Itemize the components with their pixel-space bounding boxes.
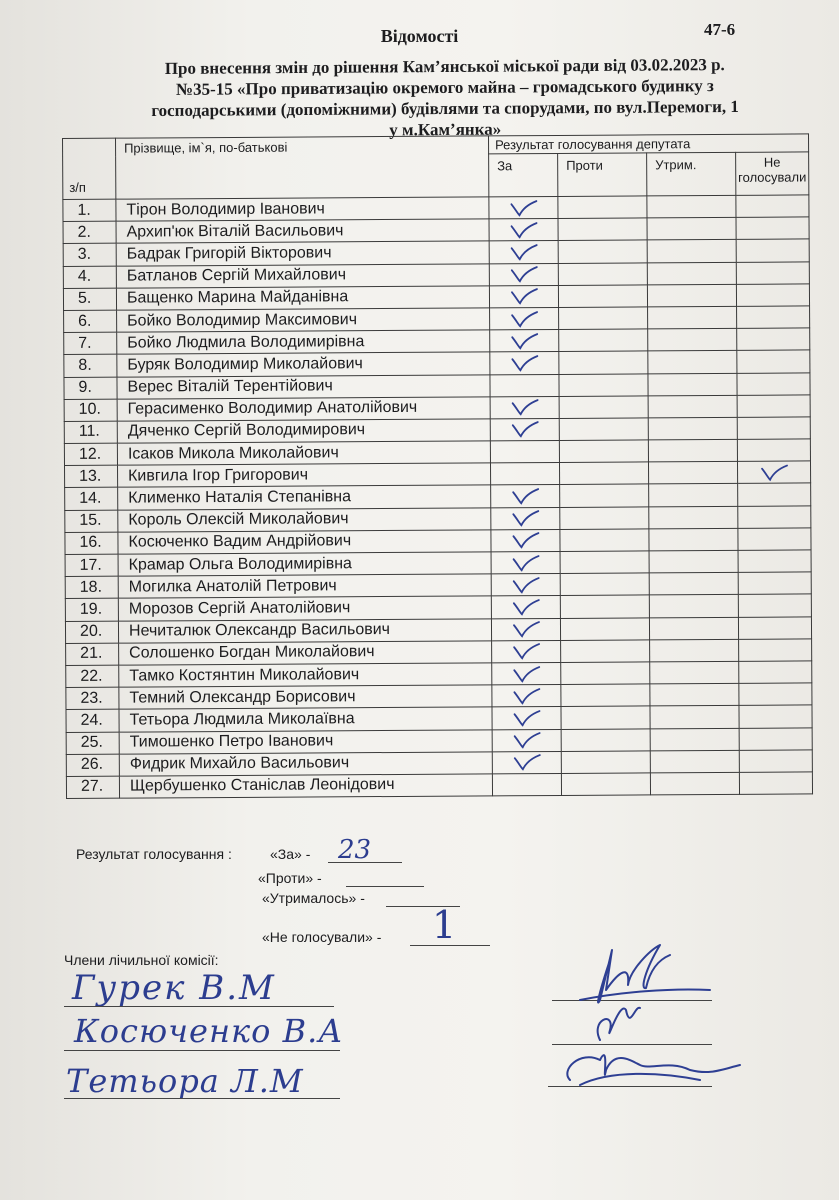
vote-cell-proty: [560, 507, 649, 530]
vote-cell-za: [490, 418, 559, 441]
vote-cell-proty: [559, 329, 648, 352]
vote-cell-utrym: [649, 595, 738, 618]
checkmark-icon: [509, 332, 539, 350]
deputy-name: Щербушенко Станіслав Леонідович: [119, 774, 492, 798]
deputy-name: Батланов Сергій Михайлович: [116, 263, 489, 287]
vote-cell-utrym: [648, 373, 737, 396]
vote-cell-utrym: [650, 750, 739, 773]
vote-cell-proty: [561, 640, 650, 663]
signature-3-loop: [580, 1074, 700, 1085]
commission-line-2: [64, 1050, 340, 1051]
vote-cell-proty: [560, 551, 649, 574]
header-ne-holosuvaly: Не голосували: [736, 152, 809, 195]
vote-cell-za: [492, 729, 561, 752]
vote-cell-za: [489, 285, 558, 308]
vote-cell-utrym: [648, 351, 737, 374]
vote-cell-utrym: [647, 218, 736, 241]
row-number: 22.: [66, 665, 119, 688]
row-number: 23.: [66, 687, 119, 710]
vote-cell-za: [491, 618, 560, 641]
vote-cell-za: [489, 196, 558, 219]
vote-cell-ne: [739, 772, 812, 795]
signature-3: [567, 1055, 740, 1080]
vote-cell-ne: [737, 328, 810, 351]
vote-cell-ne: [736, 284, 809, 307]
vote-cell-proty: [559, 396, 648, 419]
subtitle-line-4: у м.Кам’янка»: [389, 119, 502, 140]
vote-cell-za: [490, 374, 559, 397]
row-number: 19.: [65, 599, 118, 622]
vote-cell-utrym: [649, 617, 738, 640]
deputy-name: Могилка Анатолій Петрович: [118, 574, 491, 598]
deputy-name: Крамар Ольга Володимирівна: [118, 552, 491, 576]
vote-cell-utrym: [647, 195, 736, 218]
checkmark-icon: [510, 421, 540, 439]
vote-cell-ne: [737, 395, 810, 418]
vote-cell-utrym: [647, 240, 736, 263]
vote-cell-utrym: [649, 550, 738, 573]
vote-cell-utrym: [649, 573, 738, 596]
vote-cell-utrym: [650, 639, 739, 662]
vote-cell-za: [490, 330, 559, 353]
row-number: 16.: [65, 532, 118, 555]
deputy-name: Дяченко Сергій Володимирович: [117, 419, 490, 443]
vote-cell-za: [489, 263, 558, 286]
vote-cell-proty: [561, 706, 650, 729]
vote-cell-za: [491, 551, 560, 574]
checkmark-icon: [511, 665, 541, 683]
vote-cell-za: [490, 396, 559, 419]
commission-member-3: Тетьора Л.М: [66, 1062, 304, 1100]
commission-label: Члени лічильної комісії:: [64, 952, 219, 968]
checkmark-icon: [511, 554, 541, 572]
vote-cell-ne: [737, 439, 810, 462]
row-number: 12.: [64, 443, 117, 466]
deputy-name: Бадрак Григорій Вікторович: [116, 241, 489, 265]
vote-cell-ne: [739, 661, 812, 684]
vote-cell-za: [489, 219, 558, 242]
vote-cell-ne: [737, 417, 810, 440]
vote-cell-za: [490, 307, 559, 330]
vote-cell-ne: [736, 239, 809, 262]
commission-member-1: Гурек В.М: [72, 968, 276, 1008]
checkmark-icon: [511, 598, 541, 616]
document-number: 47-6: [704, 20, 736, 39]
vote-cell-utrym: [650, 684, 739, 707]
row-number: 24.: [66, 709, 119, 732]
vote-cell-ne: [738, 572, 811, 595]
row-number: 13.: [65, 465, 118, 488]
vote-cell-proty: [558, 262, 647, 285]
vote-cell-za: [490, 352, 559, 375]
header-utrym: Утрим.: [647, 152, 736, 196]
vote-cell-utrym: [648, 329, 737, 352]
deputy-name: Темний Олександр Борисович: [119, 685, 492, 709]
row-number: 21.: [66, 643, 119, 666]
vote-cell-ne: [738, 506, 811, 529]
vote-cell-proty: [560, 595, 649, 618]
vote-cell-utrym: [648, 462, 737, 485]
vote-cell-utrym: [650, 706, 739, 729]
deputy-name: Тимошенко Петро Іванович: [119, 729, 492, 753]
vote-cell-ne: [738, 616, 811, 639]
commission-line-1: [64, 1006, 334, 1007]
vote-cell-proty: [558, 196, 647, 219]
checkmark-icon: [759, 463, 789, 481]
row-number: 17.: [65, 554, 118, 577]
vote-cell-za: [492, 751, 561, 774]
header-number: з/п: [63, 138, 116, 199]
checkmark-icon: [511, 576, 541, 594]
checkmark-icon: [509, 354, 539, 372]
deputy-name: Бащенко Марина Майданівна: [116, 286, 489, 310]
vote-cell-za: [491, 507, 560, 530]
summary-za-value: 23: [338, 835, 372, 865]
vote-cell-utrym: [648, 306, 737, 329]
checkmark-icon: [510, 531, 540, 549]
vote-cell-utrym: [648, 439, 737, 462]
row-number: 4.: [63, 266, 116, 289]
row-number: 14.: [65, 488, 118, 511]
checkmark-icon: [511, 709, 541, 727]
checkmark-icon: [511, 687, 541, 705]
vote-cell-proty: [559, 440, 648, 463]
header-za: За: [489, 153, 558, 196]
row-number: 15.: [65, 510, 118, 533]
deputy-name: Ісаков Микола Миколайович: [117, 441, 490, 465]
vote-cell-proty: [560, 573, 649, 596]
summary-za-label: «За» -: [270, 846, 311, 862]
deputy-name: Солошенко Богдан Миколайович: [119, 641, 492, 665]
checkmark-icon: [510, 487, 540, 505]
vote-cell-za: [489, 241, 558, 264]
checkmark-icon: [510, 509, 540, 527]
summary-proty-label: «Проти» -: [258, 870, 322, 886]
vote-cell-ne: [739, 705, 812, 728]
vote-cell-proty: [559, 373, 648, 396]
vote-cell-ne: [736, 195, 809, 218]
row-number: 8.: [64, 354, 117, 377]
vote-cell-proty: [559, 351, 648, 374]
row-number: 2.: [63, 221, 116, 244]
deputy-name: Бойко Людмила Володимирівна: [117, 330, 490, 354]
vote-cell-utrym: [650, 772, 739, 795]
checkmark-icon: [511, 620, 541, 638]
checkmark-icon: [509, 221, 539, 239]
vote-cell-utrym: [648, 395, 737, 418]
checkmark-icon: [509, 310, 539, 328]
vote-cell-proty: [560, 529, 649, 552]
vote-cell-proty: [561, 773, 650, 796]
vote-cell-za: [492, 773, 561, 796]
document-subtitle: [95, 54, 796, 143]
checkmark-icon: [508, 199, 538, 217]
row-number: 25.: [66, 732, 119, 755]
checkmark-icon: [512, 731, 542, 749]
vote-cell-za: [490, 463, 559, 486]
checkmark-icon: [512, 753, 542, 771]
summary-proty-line: [346, 886, 424, 887]
commission-line-3: [64, 1098, 340, 1099]
vote-cell-za: [490, 441, 559, 464]
vote-cell-ne: [739, 727, 812, 750]
vote-cell-ne: [737, 461, 810, 484]
deputy-name: Герасименко Володимир Анатолійович: [117, 397, 490, 421]
vote-cell-proty: [559, 418, 648, 441]
vote-cell-proty: [561, 728, 650, 751]
summary-ne-label: «Не голосували» -: [262, 929, 382, 945]
vote-cell-proty: [560, 617, 649, 640]
vote-cell-za: [491, 596, 560, 619]
vote-cell-za: [492, 707, 561, 730]
vote-cell-za: [492, 640, 561, 663]
vote-cell-za: [492, 685, 561, 708]
vote-cell-proty: [558, 218, 647, 241]
vote-cell-utrym: [649, 528, 738, 551]
vote-cell-utrym: [649, 506, 738, 529]
row-number: 11.: [64, 421, 117, 444]
summary-utrym-label: «Утрималось» -: [262, 890, 365, 906]
vote-cell-ne: [737, 306, 810, 329]
row-number: 9.: [64, 377, 117, 400]
vote-cell-proty: [558, 240, 647, 263]
vote-cell-ne: [738, 528, 811, 551]
header-name: Прізвище, ім`я, по-батькові: [116, 136, 489, 199]
vote-cell-ne: [738, 550, 811, 573]
vote-cell-ne: [736, 217, 809, 240]
deputy-name: Фидрик Михайло Васильович: [119, 752, 492, 776]
signature-2: [598, 1008, 640, 1040]
checkmark-icon: [510, 398, 540, 416]
vote-cell-utrym: [649, 484, 738, 507]
row-number: 20.: [65, 621, 118, 644]
vote-cell-utrym: [647, 284, 736, 307]
header-result: Результат голосування депутата: [488, 134, 808, 154]
deputy-name: Косюченко Вадим Андрійович: [118, 530, 491, 554]
vote-cell-ne: [739, 750, 812, 773]
header-proty: Проти: [558, 153, 647, 197]
vote-cell-ne: [738, 483, 811, 506]
row-number: 10.: [64, 399, 117, 422]
vote-cell-ne: [736, 262, 809, 285]
vote-cell-za: [491, 529, 560, 552]
vote-cell-za: [491, 574, 560, 597]
checkmark-icon: [509, 265, 539, 283]
document-title: Відомості: [380, 26, 459, 46]
deputy-name: Бойко Володимир Максимович: [117, 308, 490, 332]
deputy-name: Тетьора Людмила Миколаївна: [119, 707, 492, 731]
vote-cell-utrym: [650, 661, 739, 684]
vote-cell-proty: [560, 484, 649, 507]
vote-cell-ne: [737, 372, 810, 395]
deputy-name: Нечиталюк Олександр Васильович: [118, 618, 491, 642]
row-number: 1.: [63, 199, 116, 222]
vote-cell-za: [491, 485, 560, 508]
vote-cell-ne: [739, 639, 812, 662]
summary-label: Результат голосування :: [76, 846, 232, 862]
table-row: [66, 772, 812, 799]
vote-cell-proty: [558, 285, 647, 308]
vote-cell-proty: [561, 662, 650, 685]
deputy-name: Клименко Наталія Степанівна: [118, 485, 491, 509]
checkmark-icon: [509, 243, 539, 261]
deputy-name: Архип'юк Віталій Васильович: [116, 219, 489, 243]
vote-cell-ne: [739, 683, 812, 706]
subtitle-line-3: господарськими (допоміжними) будівлями та спорудами, по вул.Перемоги, 1: [151, 96, 739, 121]
vote-cell-za: [492, 662, 561, 685]
vote-cell-ne: [738, 594, 811, 617]
vote-cell-proty: [561, 751, 650, 774]
signature-1: [598, 945, 670, 1003]
handwritten-signatures: [540, 930, 760, 1110]
subtitle-line-2: №35-15 «Про приватизацію окремого майна – громадського будинку з: [175, 76, 714, 99]
row-number: 27.: [66, 776, 119, 799]
commission-member-2: Косюченко В.А: [74, 1012, 344, 1050]
vote-cell-proty: [559, 462, 648, 485]
deputy-name: Тамко Костянтин Миколайович: [119, 663, 492, 687]
deputy-name: Морозов Сергій Анатолійович: [118, 596, 491, 620]
deputy-name: Верес Віталій Терентійович: [117, 374, 490, 398]
deputy-name: Король Олексій Миколайович: [118, 508, 491, 532]
vote-cell-proty: [559, 307, 648, 330]
row-number: 3.: [63, 244, 116, 267]
deputy-name: Кивгила Ігор Григорович: [118, 463, 491, 487]
voting-table: [62, 133, 813, 799]
vote-cell-proty: [561, 684, 650, 707]
vote-cell-utrym: [650, 728, 739, 751]
voting-rows: [63, 195, 813, 799]
vote-cell-utrym: [647, 262, 736, 285]
row-number: 5.: [63, 288, 116, 311]
row-number: 18.: [65, 576, 118, 599]
checkmark-icon: [509, 287, 539, 305]
vote-cell-utrym: [648, 417, 737, 440]
checkmark-icon: [511, 642, 541, 660]
row-number: 7.: [64, 332, 117, 355]
deputy-name: Буряк Володимир Миколайович: [117, 352, 490, 376]
row-number: 6.: [64, 310, 117, 333]
vote-cell-ne: [737, 350, 810, 373]
row-number: 26.: [66, 754, 119, 777]
deputy-name: Тірон Володимир Іванович: [116, 197, 489, 221]
summary-ne-value: 1: [432, 903, 457, 947]
subtitle-line-1: Про внесення змін до рішення Кам’янської міської ради від 03.02.2023 р.: [164, 55, 725, 78]
